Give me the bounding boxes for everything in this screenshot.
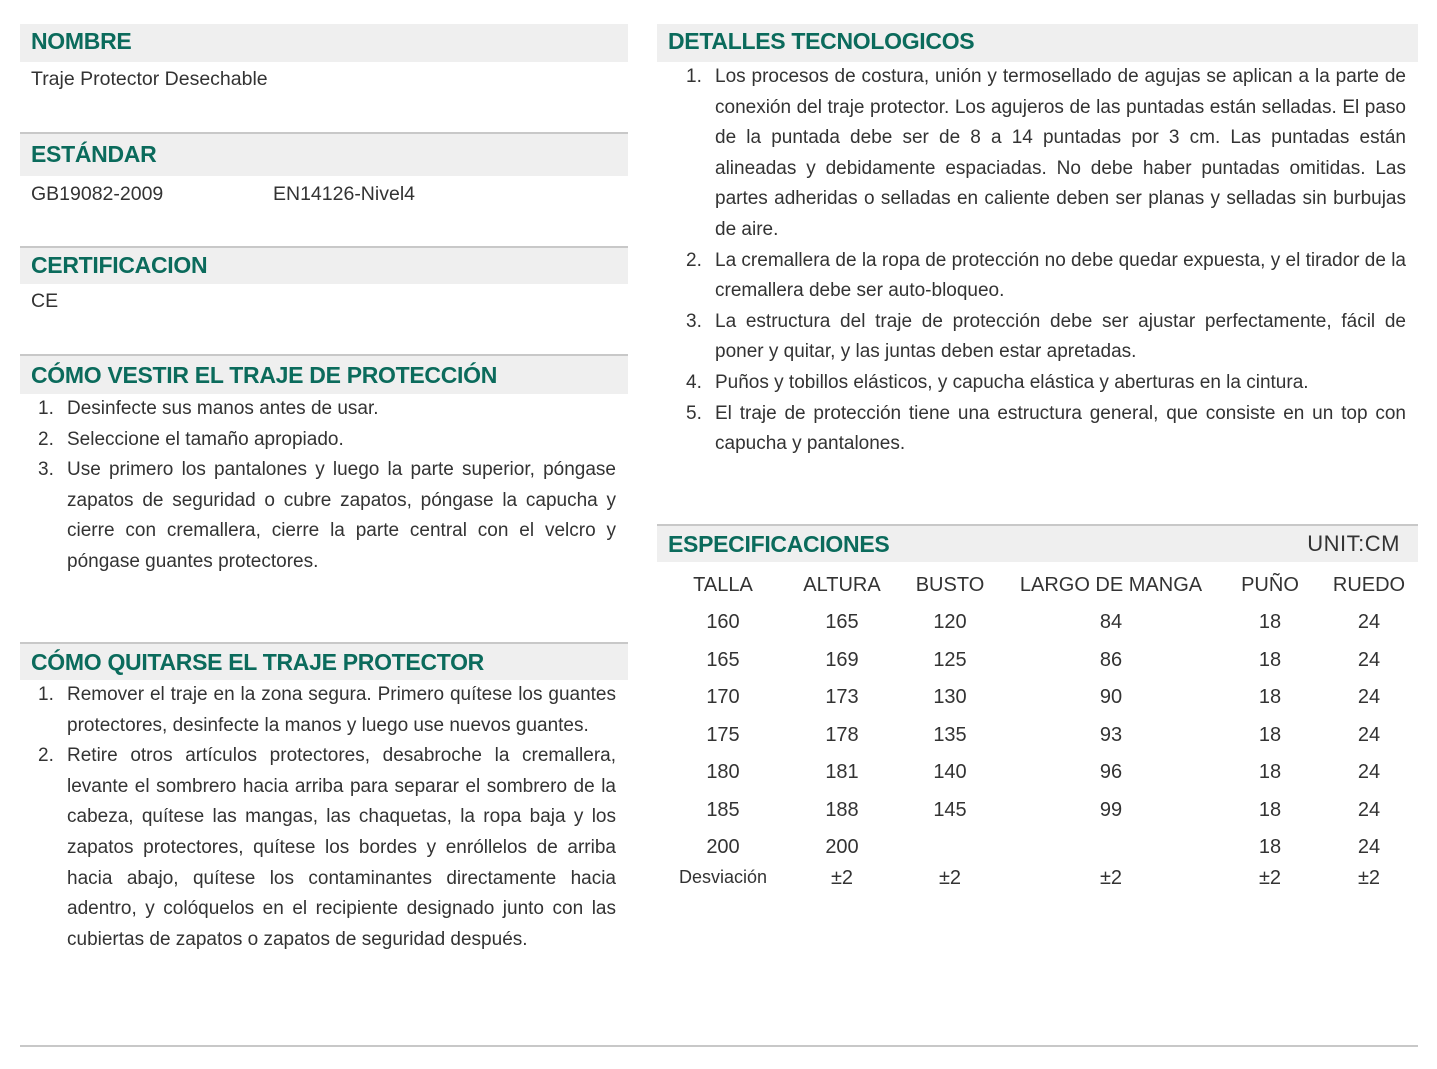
step-text: El traje de protección tiene una estructura general, que consiste en un top con capucha y pantalones. xyxy=(715,402,1406,455)
table-cell: 86 xyxy=(1099,648,1123,671)
list-item xyxy=(38,425,616,456)
deviation-value: ±2 xyxy=(830,866,854,889)
table-row xyxy=(660,754,1418,792)
list-item xyxy=(38,741,616,955)
step-number: 2. xyxy=(38,428,54,450)
section-title: CÓMO QUITARSE EL TRAJE PROTECTOR xyxy=(31,649,484,675)
table-cell xyxy=(1002,829,1220,867)
section-header-detalles xyxy=(657,24,1418,62)
table-cell: 169 xyxy=(825,648,859,671)
certification-value: CE xyxy=(31,290,59,312)
step-number: 4. xyxy=(686,371,702,393)
step-number: 5. xyxy=(686,402,702,424)
table-cell: 99 xyxy=(1099,798,1123,821)
table-cell: 180 xyxy=(706,761,740,784)
technical-details xyxy=(686,62,1406,460)
unit-label: UNIT:CM xyxy=(1307,531,1400,556)
size-spec-table xyxy=(660,566,1418,893)
section-header-nombre xyxy=(20,24,628,62)
column-header: LARGO DE MANGA xyxy=(1019,573,1203,596)
section-title: DETALLES TECNOLOGICOS xyxy=(668,28,975,54)
step-number: 3. xyxy=(38,459,54,481)
table-cell: 18 xyxy=(1258,798,1282,821)
table-cell: 170 xyxy=(706,686,740,709)
table-cell: 96 xyxy=(1099,761,1123,784)
step-text: La estructura del traje de protección debe ser ajustar perfectamente, fácil de poner y quitar, y las juntas deben estar apretadas. xyxy=(715,310,1406,363)
table-cell: 125 xyxy=(933,648,967,671)
list-item xyxy=(686,307,1406,368)
step-text: La cremallera de la ropa de protección no debe quedar expuesta, y el tirador de la cremallera debe ser auto-bloqueo. xyxy=(715,249,1406,302)
table-header-row xyxy=(660,566,1418,604)
step-text: Use primero los pantalones y luego la parte superior, póngase zapatos de seguridad o cubre zapatos, póngase la capucha y cierre con cremallera, cierre la parte central con el velcro y póngase guantes protectores. xyxy=(67,459,616,572)
column-header: PUÑO xyxy=(1241,573,1299,596)
section-title: NOMBRE xyxy=(31,28,132,54)
table-cell: 200 xyxy=(825,836,859,859)
table-cell: 18 xyxy=(1258,686,1282,709)
table-cell: 24 xyxy=(1357,836,1381,859)
table-cell: 185 xyxy=(706,798,740,821)
step-number: 1. xyxy=(38,684,54,705)
table-cell: 165 xyxy=(825,611,859,634)
table-cell: 145 xyxy=(933,798,967,821)
doffing-steps xyxy=(38,680,616,955)
table-cell: 18 xyxy=(1258,761,1282,784)
table-cell: 188 xyxy=(825,798,859,821)
table-cell: 93 xyxy=(1099,723,1123,746)
list-item xyxy=(686,62,1406,246)
table-cell: 24 xyxy=(1357,798,1381,821)
table-cell: 24 xyxy=(1357,648,1381,671)
table-row xyxy=(660,642,1418,680)
deviation-row xyxy=(660,867,1418,893)
product-name: Traje Protector Desechable xyxy=(31,68,268,90)
section-title: CERTIFICACION xyxy=(31,252,208,278)
list-item xyxy=(686,368,1406,399)
deviation-value: ±2 xyxy=(1099,866,1123,889)
step-number: 2. xyxy=(686,249,702,271)
deviation-label: Desviación xyxy=(678,866,768,887)
table-row xyxy=(660,829,1418,867)
section-title: ESPECIFICACIONES xyxy=(668,531,890,557)
column-header: BUSTO xyxy=(915,573,985,596)
table-cell: 18 xyxy=(1258,611,1282,634)
step-text: Retire otros artículos protectores, desabroche la cremallera, levante el sombrero hacia arriba para separar el sombrero de la cabeza, quítese las mangas, las chaquetas, la ropa baja y los zapatos protectores, quítese los bordes y enróllelos de arriba hacia abajo, quítese los contaminantes directamente hacia adentro, y colóquelos en el recipiente designado junto con las cubiertas de zapatos o zapatos de seguridad después. xyxy=(67,745,616,950)
table-cell: 90 xyxy=(1099,686,1123,709)
table-cell: 120 xyxy=(933,611,967,634)
table-cell: 140 xyxy=(933,761,967,784)
list-item xyxy=(686,246,1406,307)
section-header-quitarse xyxy=(20,642,628,680)
step-number: 3. xyxy=(686,310,702,332)
list-item xyxy=(686,399,1406,460)
step-number: 1. xyxy=(38,398,54,419)
table-cell: 173 xyxy=(825,686,859,709)
table-cell: 130 xyxy=(933,686,967,709)
table-cell: 84 xyxy=(1099,611,1123,634)
section-header-certificacion xyxy=(20,246,628,284)
list-item xyxy=(38,455,616,577)
table-cell: 178 xyxy=(825,723,859,746)
column-header: ALTURA xyxy=(803,573,881,596)
table-cell: 18 xyxy=(1258,648,1282,671)
list-item xyxy=(38,394,616,425)
donning-steps xyxy=(38,394,616,578)
section-title: ESTÁNDAR xyxy=(31,141,157,167)
deviation-value: ±2 xyxy=(1357,866,1381,889)
table-cell: 135 xyxy=(933,723,967,746)
column-header: RUEDO xyxy=(1332,573,1406,596)
table-cell: 24 xyxy=(1357,611,1381,634)
table-cell: 24 xyxy=(1357,686,1381,709)
standard-value: EN14126-Nivel4 xyxy=(273,183,415,205)
list-item xyxy=(38,680,616,741)
step-text: Remover el traje en la zona segura. Primero quítese los guantes protectores, desinfecte la manos y luego use nuevos guantes. xyxy=(67,684,616,736)
table-row xyxy=(660,717,1418,755)
table-cell: 18 xyxy=(1258,836,1282,859)
table-cell: 24 xyxy=(1357,723,1381,746)
deviation-value: ±2 xyxy=(938,866,962,889)
step-text: Seleccione el tamaño apropiado. xyxy=(67,428,344,450)
deviation-value: ±2 xyxy=(1258,866,1282,889)
step-number: 1. xyxy=(686,66,702,87)
section-header-especificaciones xyxy=(657,524,1418,562)
table-cell: 175 xyxy=(706,723,740,746)
table-cell: 24 xyxy=(1357,761,1381,784)
table-row xyxy=(660,792,1418,830)
table-cell: 181 xyxy=(825,761,859,784)
table-cell: 165 xyxy=(706,648,740,671)
step-text: Los procesos de costura, unión y termosellado de agujas se aplican a la parte de conexión del traje protector. Los agujeros de las puntadas están selladas. El paso de la puntada debe ser de 8 a 14 puntadas por 3 cm. Las puntadas están alineadas y debidamente espaciadas. No debe haber puntadas omitidas. Las partes adheridas o selladas en caliente deben ser planas y selladas sin burbujas de aire. xyxy=(715,66,1406,240)
table-row xyxy=(660,604,1418,642)
table-row xyxy=(660,679,1418,717)
step-text: Puños y tobillos elásticos, y capucha elástica y aberturas en la cintura. xyxy=(715,371,1309,393)
step-text: Desinfecte sus manos antes de usar. xyxy=(67,398,379,419)
section-header-vestir xyxy=(20,354,628,394)
table-cell: 18 xyxy=(1258,723,1282,746)
section-header-estandar xyxy=(20,132,628,176)
standard-value: GB19082-2009 xyxy=(31,183,164,205)
table-cell: 160 xyxy=(706,611,740,634)
section-title: CÓMO VESTIR EL TRAJE DE PROTECCIÓN xyxy=(31,362,498,388)
table-cell xyxy=(898,829,1002,867)
bottom-divider xyxy=(20,1045,1418,1047)
step-number: 2. xyxy=(38,745,54,767)
table-cell: 200 xyxy=(706,836,740,859)
column-header: TALLA xyxy=(693,573,753,596)
